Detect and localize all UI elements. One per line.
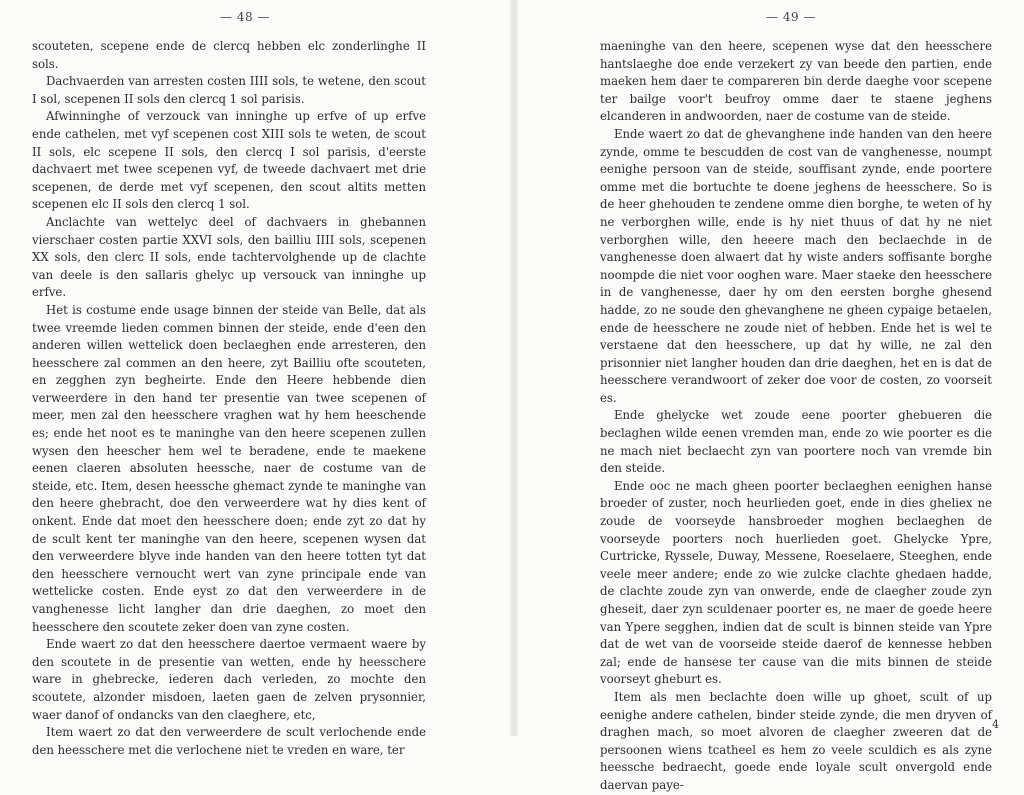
left-page-number: — 48 — — [220, 10, 270, 24]
right-page-text — [600, 38, 992, 795]
paragraph: Afwinninghe of verzouck van inninghe up erfve of up erfve ende cathelen, met vyf scepenen cost XIII sols te weten, de scout II sols, elc scepene II sols, den clercq I sol parisis, d'eerste dachvaert met twee scepenen vyf, de tweede dachvaert met drie scepenen, de derde met vyf scepenen, den scout altits metten scepenen elc II sols den clercq 1 sol. — [32, 109, 426, 212]
paragraph: maeninghe van den heere, scepenen wyse dat den heesschere hantslaeghe doe ende verzekert zy van beede den partien, ende maeken hem daer te compareren bin derde daeghe voor scepene ter bailge voor't beufroy omme daer te staene jeghens elcanderen in andwoorden, naer de costume van de steide. — [600, 39, 992, 124]
right-page — [518, 0, 1024, 792]
paragraph: Het is costume ende usage binnen der steide van Belle, dat als twee vreemde lieden commen binnen der steide, ende d'een den anderen willen wettelick doen beclaeghen ende arresteren, den heesschere zal commen an den heere, zyt Bailliu ofte scouteten, en zegghen zyn begheirte. Ende den Heere hebbende dien verweerdere in den hand ter presentie van twee scepenen of meer, men zal den heesschere vraghen wat hy hem heeschende es; ende het noot es te maninghe van den heere scepenen zullen wysen den heescher hem wel te beradene, ende te maekene eenen claeren absoluten heessche, naer de costume van de steide, etc. Item, desen heessche ghemact zynde te maninghe van den heere ghebracht, doe den verweerdere wat hy dies kent of onkent. Ende dat moet den heesschere doen; ende zyt zo dat hy de scult kent ter maninghe van den heere, scepenen wysen dat den verweerdere blyve inde handen van den heere totten tyt dat den heesschere vernoucht wert van zyne principale ende van wettelicke costen. Ende eyst zo dat den verweerdere in de vanghenesse licht langher dan drie daeghen, zo moet den heesschere den scoutete zeker doen van zyne costen. — [32, 302, 426, 634]
book-gutter — [510, 0, 518, 736]
paragraph: Dachvaerden van arresten costen IIII sols, te wetene, den scout I sol, scepenen II sols den clercq 1 sol parisis. — [32, 74, 426, 106]
folio-mark: 4 — [992, 718, 999, 731]
paragraph: Anclachte van wettelyc deel of dachvaers in ghebannen vierschaer costen partie XXVI sols, den bailliu IIII sols, scepenen XX sols, den clerc II sols, ende tachtervolghende up de clachte van deele is den sallaris ghelyc up versouck van inninghe up erfve. — [32, 214, 426, 300]
paragraph: Item waert zo dat den verweerdere de scult verlochende ende den heesschere met die verlochene niet te vreden en ware, ter — [32, 725, 426, 757]
right-page-number: — 49 — — [766, 10, 816, 24]
left-page-text — [32, 38, 426, 759]
paragraph: Item als men beclachte doen wille up ghoet, scult of up eenighe andere cathelen, binder steide zynde, die men dryven of draghen mach, so moet alvoren de claegher zweeren dat de persoonen wiens tcatheel es hem zo veele sculdich es als zyne heessche bedraecht, goede ende loyale scult onvergold ende daervan paye- — [600, 689, 992, 792]
paragraph: Ende ghelycke wet zoude eene poorter ghebueren die beclaghen wilde eenen vremden man, ende zo wie poorter es die ne mach niet beclaecht zyn van poortere noch van vremde bin den steide. — [600, 408, 992, 476]
paragraph: Ende waert zo dat de ghevanghene inde handen van den heere zynde, omme te bescudden de cost van de vanghenesse, noumpt eenighe persoon van de steide, souffisant zynde, ende poortere omme met die bortuchte te doene jeghens de heesschere. So is de heer ghehouden te zendene omme dien borghe, te weten of hy ne verborghen wille, ende is hy niet thuus of dat hy ne niet verborghen wille, den heeere mach den beclaechde in de vanghenesse doen alwaert dat hy wiste anders soffisante borghe noompde die niet voor ooghen ware. Maer staeke den heesschere in de vanghenesse, daer hy om den eersten borghe ghesend hadde, zo ne soude den ghevanghene ne gheen cypaige betaelen, ende de heesschere ne zoude niet of hebben. Ende het is wel te verstaene dat den heesschere, up dat hy wille, ne zal den prisonnier niet langher houden dan drie daeghen, het en is dat de heesschere verandwoort of zeker doe voor de costen, zo voorseit es. — [600, 126, 992, 405]
left-page — [0, 0, 510, 757]
paragraph: scouteten, scepene ende de clercq hebben elc zonderlinghe II sols. — [32, 39, 426, 71]
paragraph: Ende ooc ne mach gheen poorter beclaeghen eenighen hanse broeder of zuster, noch heurlieden goet, ende in dies gheliex ne zoude de voorseyde hansbroeder moghen beclaeghen de voorseyde poorters noch huerlieden goet. Ghelycke Ypre, Curtricke, Ryssele, Duway, Messene, Roeselaere, Steeghen, ende veele meer andere; ende zo wie zulcke clachte ghedaen hadde, de clachte zoude zyn van onwerde, ende de claegher zoude zyn gheseit, daer zyn sculdenaer poorter es, ne maer de goede heere van Ypere segghen, indien dat de scult is binnen steide van Ypre dat de wet van de voorseide steide daerof de kennesse hebben zal; ende de hansese ter cause van die mits binnen de steide voorseyt gheburt es. — [600, 478, 992, 687]
paragraph: Ende waert zo dat den heesschere daertoe vermaent waere by den scoutete in de presentie van wetten, ende hy heesschere ware in ghebrecke, iederen dach verleden, zo mochte den scoutete, alzonder misdoen, laeten gaen de zelven prysonnier, waer danof of ondancks van den claeghere, etc, — [32, 637, 426, 722]
